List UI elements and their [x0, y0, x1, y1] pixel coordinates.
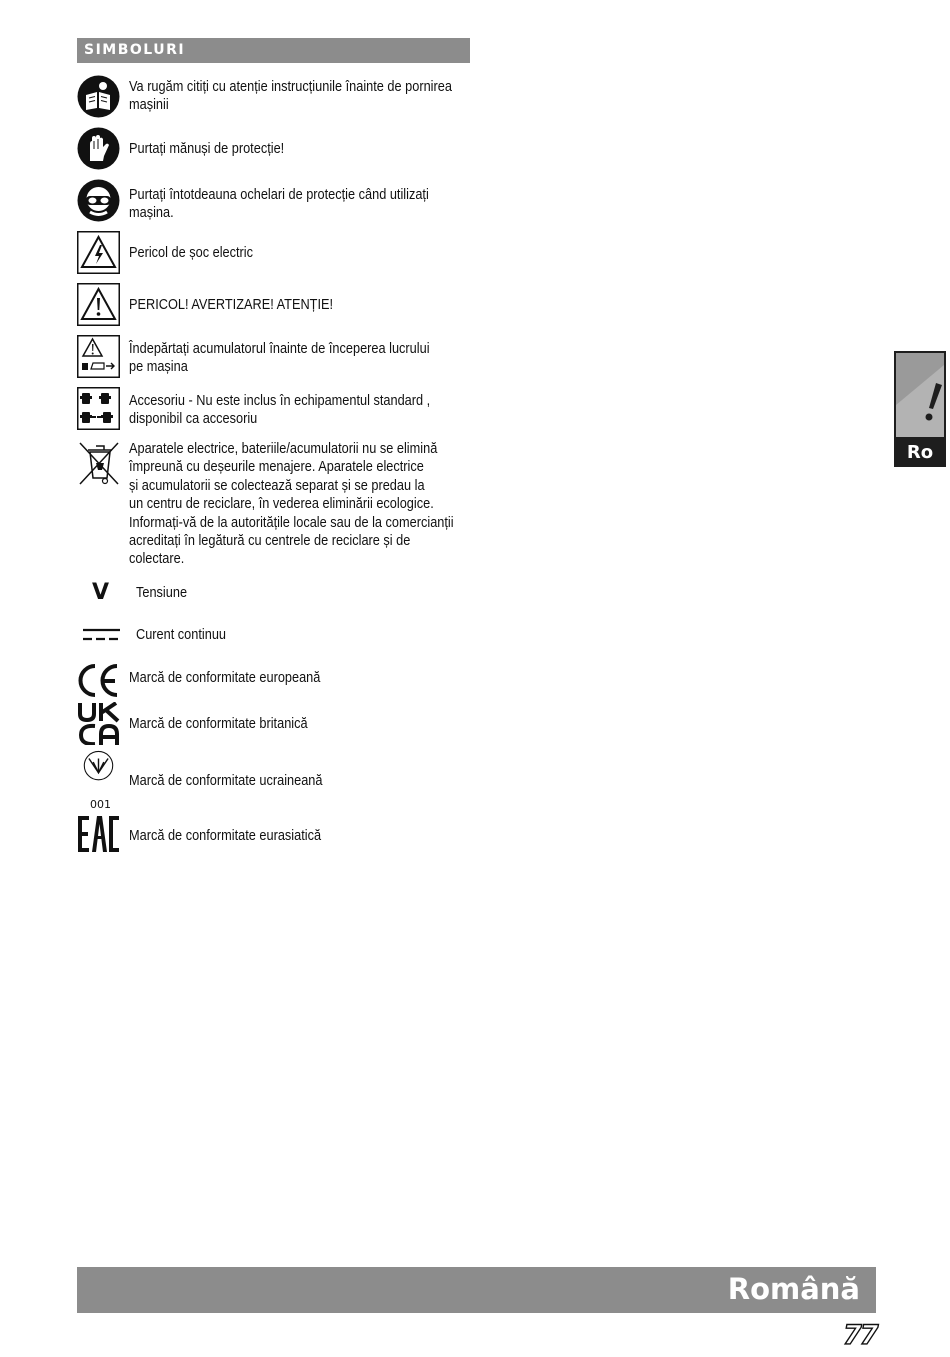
- warning-tab-graphic: [896, 353, 944, 437]
- symbol-text-ua: Marcă de conformitate ucraineană: [129, 772, 323, 789]
- accessory-icon: [77, 387, 120, 430]
- ukca-mark-icon: [77, 702, 120, 745]
- symbol-text-direct-current: Curent continuu: [136, 626, 227, 643]
- symbol-text-remove-battery: Îndepărtați acumulatorul înainte de începerea lucrului pe mașina: [129, 340, 430, 376]
- direct-current-icon: [77, 624, 120, 646]
- symbol-text-read-manual: Va rugăm citiți cu atenție instrucțiunile înainte de pornirea mașinii: [129, 78, 452, 114]
- electric-shock-icon: [77, 231, 120, 274]
- symbol-text-weee: Aparatele electrice, bateriile/acumulatorii nu se elimină împreună cu deșeurile menajere. Aparatele electrice și acumulatorii se colectează separat și se predau la un centru de reciclare, în vederea eliminării ecologice. Informați-vă de la autoritățile locale sau de la comercianții acreditați în legătură cu centrele de reciclare și de colectare.: [129, 440, 454, 568]
- language-side-tab: [894, 351, 946, 467]
- symbol-text-electric-shock: Pericol de șoc electric: [129, 244, 254, 261]
- symbol-text-voltage: Tensiune: [136, 584, 188, 601]
- footer-bar: [77, 1267, 876, 1313]
- symbol-text-gloves: Purtați mănuși de protecție!: [129, 140, 285, 157]
- voltage-icon: [77, 579, 120, 609]
- read-manual-icon: [77, 75, 120, 118]
- ce-mark-icon: [77, 660, 120, 703]
- symbol-text-accessory: Accesoriu - Nu este inclus în echipamentul standard , disponibil ca accesoriu: [129, 392, 431, 428]
- page-number: 77: [843, 1320, 877, 1351]
- goggles-icon: [77, 179, 120, 222]
- remove-battery-icon: [77, 335, 120, 378]
- symbol-text-ce: Marcă de conformitate europeană: [129, 669, 321, 686]
- ua-mark-code: 001: [90, 798, 111, 811]
- gloves-icon: [77, 127, 120, 170]
- voltage-symbol: V: [92, 580, 110, 605]
- symbol-text-eac: Marcă de conformitate eurasiatică: [129, 827, 322, 844]
- symbol-text-goggles: Purtați întotdeauna ochelari de protecție când utilizați mașina.: [129, 186, 429, 222]
- language-code: Ro: [906, 442, 934, 463]
- weee-bin-icon: [77, 440, 120, 487]
- ua-mark-icon: [77, 750, 120, 812]
- symbol-text-ukca: Marcă de conformitate britanică: [129, 715, 308, 732]
- symbol-text-warning: PERICOL! AVERTIZARE! ATENȚIE!: [129, 296, 334, 313]
- footer-language: Română: [727, 1272, 860, 1306]
- eac-mark-icon: [77, 814, 120, 854]
- section-header: SIMBOLURI: [77, 38, 470, 63]
- warning-icon: [77, 283, 120, 326]
